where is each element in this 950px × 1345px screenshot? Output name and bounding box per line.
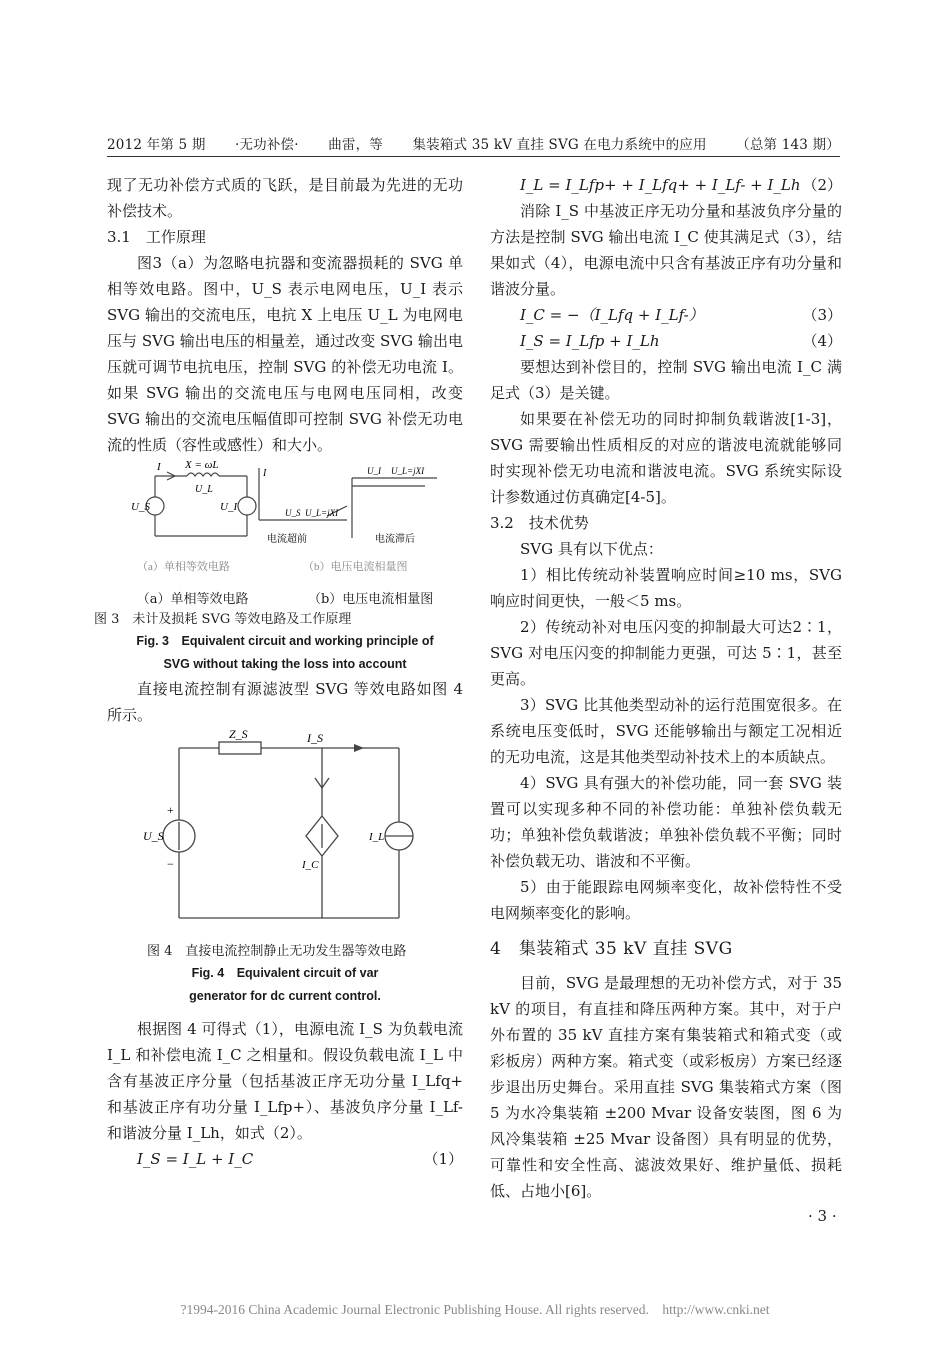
- equation-2-body: I_L = I_Lfp+ + I_Lfq+ + I_Lf- + I_Lh: [520, 176, 801, 194]
- figure-3-caption-en-1: Fig. 3 Equivalent circuit and working principle of: [136, 634, 434, 648]
- equation-intro-paragraph: 根据图 4 可得式（1），电源电流 I_S 为负载电流 I_L 和补偿电流 I_C 之相量和。假设负载电流 I_L 中含有基波正序分量（包括基波正序无功分量 I_Lfq+ 和基波正序有功分量 I_Lfp+）、基波负序分量 I_Lf- 和谐波分量 I_Lh，如式（2）。: [107, 1020, 463, 1142]
- page-number: · 3 ·: [808, 1207, 837, 1225]
- header-rule: [107, 156, 840, 157]
- plus-sign: +: [167, 803, 174, 817]
- fig4-zs-label: Z_S: [229, 728, 248, 741]
- figure-3-caption-en-2: SVG without taking the loss into account: [163, 657, 407, 671]
- fig3-phasor-ui-label: U_I: [367, 466, 381, 476]
- advantage-item-4: 4）SVG 具有强大的补偿功能，同一套 SVG 装置可以实现多种不同的补偿功能：单独补偿负载无功；单独补偿负载谐波；单独补偿负载不平衡；同时补偿负载无功、谐波和不平衡。: [490, 774, 842, 870]
- fig4-il-label: I_L: [369, 831, 385, 843]
- current-lagging-label: 电流滞后: [375, 534, 415, 545]
- column-label: ·无功补偿·: [234, 137, 299, 153]
- left-column: [94, 172, 463, 1172]
- section-3-1-heading: 3.1 工作原理: [107, 228, 206, 246]
- figure-4-caption-en-1: Fig. 4 Equivalent circuit of var: [191, 966, 379, 980]
- phasor-diagram: [259, 468, 437, 538]
- equation-1-number: （1）: [423, 1150, 463, 1168]
- fig3-ul-label: U_L: [195, 484, 213, 495]
- var-generator-circuit: [163, 742, 413, 918]
- figure-4-caption-en-2: generator for dc current control.: [189, 989, 381, 1003]
- section-3-1-paragraph: 图3（a）为忽略电抗器和变流器损耗的 SVG 单相等效电路。图中，U_S 表示电网电压，U_I 表示 SVG 输出的交流电压，电抗 X 上电压 U_L 为电网电压与 SVG 输出电压的相量差，通过改变 SVG 输出电压就可调节电抗电压，控制 SVG 的补偿无功电流 I。如果 SVG 输出的交流电压与电网电压同相，改变 SVG 输出的交流电压幅值即可控制 SVG 补偿无功电流的性质（容性或感性）和大小。: [107, 254, 463, 454]
- fig3-phasor-us-label: U_S: [285, 508, 301, 518]
- section-3-2-heading: 3.2 技术优势: [490, 514, 589, 532]
- fig3-sub-b: （b）电压电流相量图: [307, 592, 434, 607]
- fig4-ic-label: I_C: [302, 859, 319, 871]
- equation-2-number: （2）: [802, 176, 842, 194]
- fig3-phasor-i-label: I: [263, 468, 267, 479]
- advantage-item-1: 1）相比传统动补装置响应时间≥10 ms，SVG 响应时间更快，一般＜5 ms。: [490, 566, 842, 610]
- figure-4-caption-cn: 图 4 直接电流控制静止无功发生器等效电路: [147, 944, 407, 959]
- fig3-sub-a: （a）单相等效电路: [136, 592, 249, 607]
- copyright-footer: ?1994-2016 China Academic Journal Electronic Publishing House. All rights reserved. http://www.cnki.net: [180, 1302, 770, 1317]
- equation-4-number: （4）: [802, 332, 842, 350]
- equation-3: [490, 302, 842, 328]
- right-column: [490, 172, 842, 1204]
- running-header: [107, 133, 840, 153]
- figure-3-caption-cn: 图 3 未计及损耗 SVG 等效电路及工作原理: [94, 612, 352, 627]
- equation-4: [490, 328, 842, 354]
- equation-1-body: I_S = I_L + I_C: [137, 1150, 254, 1168]
- current-leading-label: 电流超前: [267, 534, 307, 545]
- fig3-x-label: X = ωL: [185, 459, 219, 471]
- fig3-ui-label: U_I: [220, 501, 238, 513]
- figure-4: [107, 728, 463, 1008]
- figure-4-intro: 直接电流控制有源滤波型 SVG 等效电路如图 4 所示。: [107, 680, 463, 724]
- single-phase-circuit: [146, 472, 256, 536]
- advantage-item-5: 5）由于能跟踪电网频率变化，故补偿特性不受电网频率变化的影响。: [490, 878, 842, 922]
- equation-2: [490, 172, 842, 198]
- equation-3-number: （3）: [802, 306, 842, 324]
- figure-3: [94, 458, 463, 676]
- equation-1: [107, 1146, 463, 1172]
- advantages-intro: SVG 具有以下优点：: [520, 540, 663, 558]
- figure-4-diagram: [107, 728, 463, 934]
- fig3-image-caption-b: （b）电压电流相量图: [303, 561, 408, 573]
- fig3-image-caption-a: （a）单相等效电路: [137, 561, 230, 573]
- figure-3-diagram: [107, 458, 463, 580]
- issue-label: 2012 年第 5 期: [107, 137, 206, 153]
- section-4-paragraph: 目前，SVG 是最理想的无功补偿方式，对于 35 kV 的项目，有直挂和降压两种方案。其中，对于户外布置的 35 kV 直挂方案有集装箱式和箱式变（或彩板房）两种方案。箱式变（或彩板房）方案已经逐步退出历史舞台。采用直挂 SVG 集装箱式方案（图 5 为水冷集装箱 ±200 Mvar 设备安装图，图 6 为风冷集装箱 ±25 Mvar 设备图）具有明显的优势，可靠性和安全性高、滤波效果好、维护量低、损耗低、占地小[6]。: [490, 974, 842, 1200]
- fig3-i-label: I: [157, 461, 161, 473]
- fig3-phasor-jxi2-label: U_L=jXI: [391, 466, 425, 476]
- equation-3-paragraph: 要想达到补偿目的，控制 SVG 输出电流 I_C 满足式（3）是关键。: [490, 358, 842, 402]
- equation-4-body: I_S = I_Lfp + I_Lh: [520, 332, 660, 350]
- advantage-item-2: 2）传统动补对电压闪变的抑制最大可达2∶1，SVG 对电压闪变的抑制能力更强，可达 5∶1，甚至更高。: [490, 618, 842, 688]
- source-current-arrow: [354, 744, 364, 752]
- article-title: 集装箱式 35 kV 直挂 SVG 在电力系统中的应用: [412, 137, 707, 153]
- fig3-us-label: U_S: [131, 501, 150, 513]
- minus-sign: −: [167, 857, 174, 871]
- fig4-is-label: I_S: [307, 731, 323, 745]
- figure-3-subcaptions: [107, 590, 463, 610]
- section-4-heading: 4 集装箱式 35 kV 直挂 SVG: [490, 939, 733, 959]
- intro-paragraph: 现了无功补偿方式质的飞跃，是目前最为先进的无功补偿技术。: [107, 176, 463, 220]
- authors-label: 曲雷，等: [328, 137, 384, 153]
- equation-2-paragraph: 消除 I_S 中基波正序无功分量和基波负序分量的方法是控制 SVG 输出电流 I_C 使其满足式（3），结果如式（4），电源电流中只含有基波正序有功分量和谐波分量。: [490, 202, 842, 298]
- fig3-phasor-jxi-label: U_L=jXI: [305, 508, 339, 518]
- equation-3-body: I_C = −（I_Lfq + I_Lf-）: [520, 306, 704, 324]
- advantage-item-3: 3）SVG 比其他类型动补的运行范围宽很多。在系统电压变低时，SVG 还能够输出与额定工况相近的无功电流，这是其他类型动补技术上的本质缺点。: [490, 696, 842, 766]
- harmonics-paragraph: 如果要在补偿无功的同时抑制负载谐波[1-3]，SVG 需要输出性质相反的对应的谐波电流就能够同时实现补偿无功电流和谐波电流。SVG 系统实际设计参数通过仿真确定[4-5]。: [490, 410, 842, 506]
- fig4-us-label: U_S: [143, 829, 164, 843]
- serial-label: （总第 143 期）: [736, 137, 840, 153]
